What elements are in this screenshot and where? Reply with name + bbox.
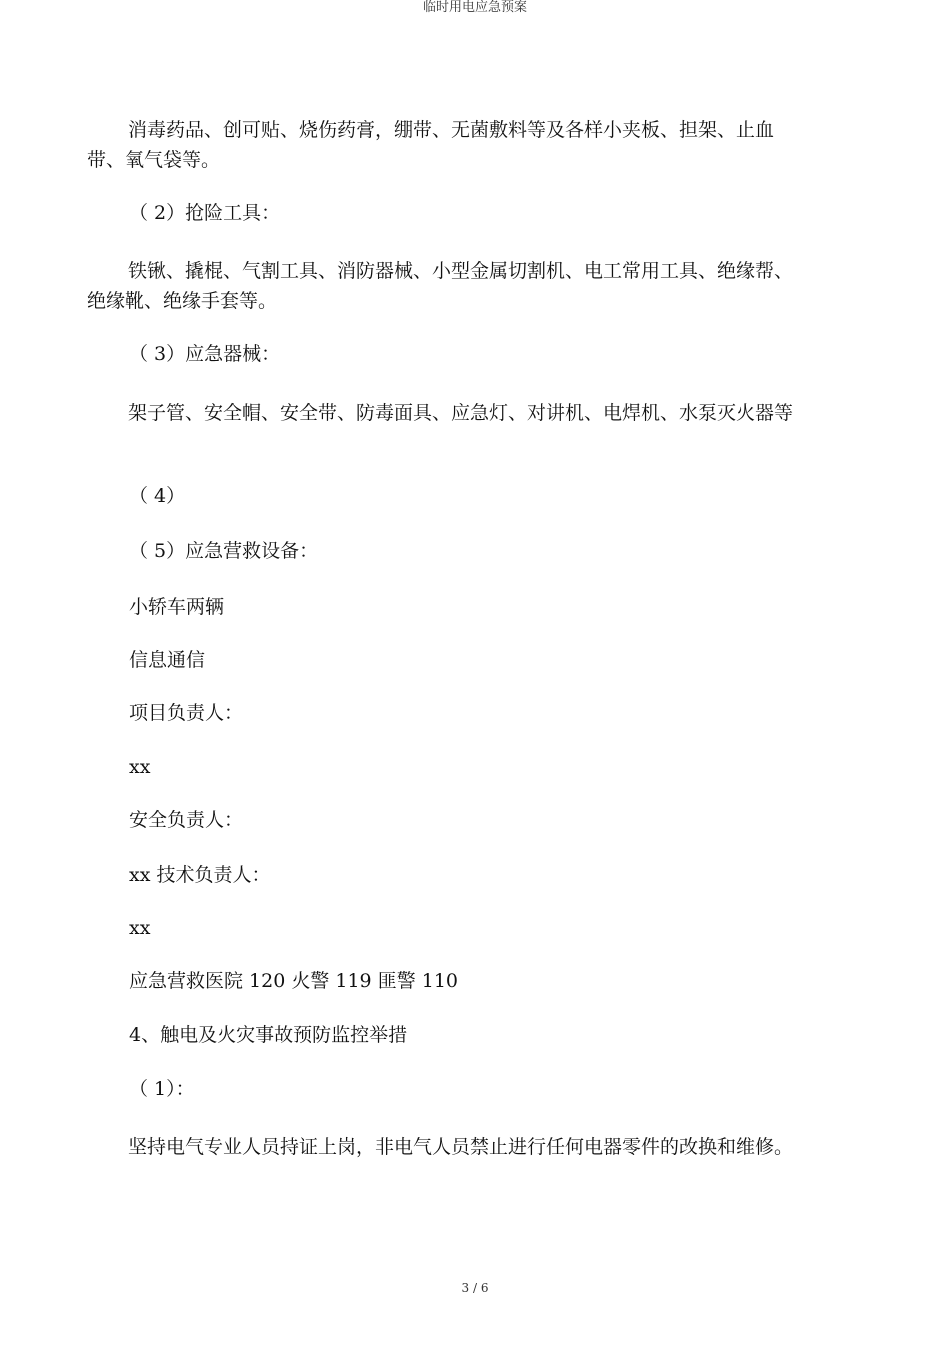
label-safety-lead: 安全负责人： [129, 809, 244, 831]
value-technical-lead: xx [129, 917, 151, 939]
paragraph-emergency-numbers: 应急营救医院 120 火警 119 匪警 110 [129, 970, 458, 992]
heading-section-4: 4、触电及火灾事故预防监控举措 [129, 1024, 408, 1046]
paragraph-certified-personnel: 坚持电气专业人员持证上岗，非电气人员禁止进行任何电器零件的改换和维修。 [128, 1136, 794, 1158]
heading-item-4: （ 4） [129, 485, 186, 507]
paragraph-vehicles: 小轿车两辆 [129, 596, 225, 618]
value-project-lead: xx [129, 756, 151, 778]
heading-rescue-devices: （ 5）应急营救设备： [129, 540, 319, 562]
label-project-lead: 项目负责人： [129, 702, 244, 724]
heading-emergency-equipment: （ 3）应急器械： [129, 343, 281, 365]
heading-rescue-tools: （ 2）抢险工具： [129, 202, 281, 224]
paragraph-emergency-equipment: 架子管、安全帽、安全带、防毒面具、应急灯、对讲机、电焊机、水泵灭火器等 [128, 402, 794, 424]
page-number: 3 / 6 [461, 1281, 489, 1295]
paragraph-rescue-tools: 铁锹、撬棍、气割工具、消防器械、小型金属切割机、电工常用工具、绝缘帮、绝缘靴、绝缘手套等。 [87, 260, 794, 312]
paragraph-first-aid-supplies: 消毒药品、创可贴、烧伤药膏，绷带、无菌敷料等及各样小夹板、担架、止血带、氧气袋等。 [87, 119, 775, 171]
heading-item-1: （ 1）： [129, 1078, 195, 1100]
page-header: 临时用电应急预案 [422, 0, 527, 15]
label-technical-lead: xx 技术负责人： [129, 864, 271, 886]
paragraph-communication: 信息通信 [129, 649, 206, 671]
